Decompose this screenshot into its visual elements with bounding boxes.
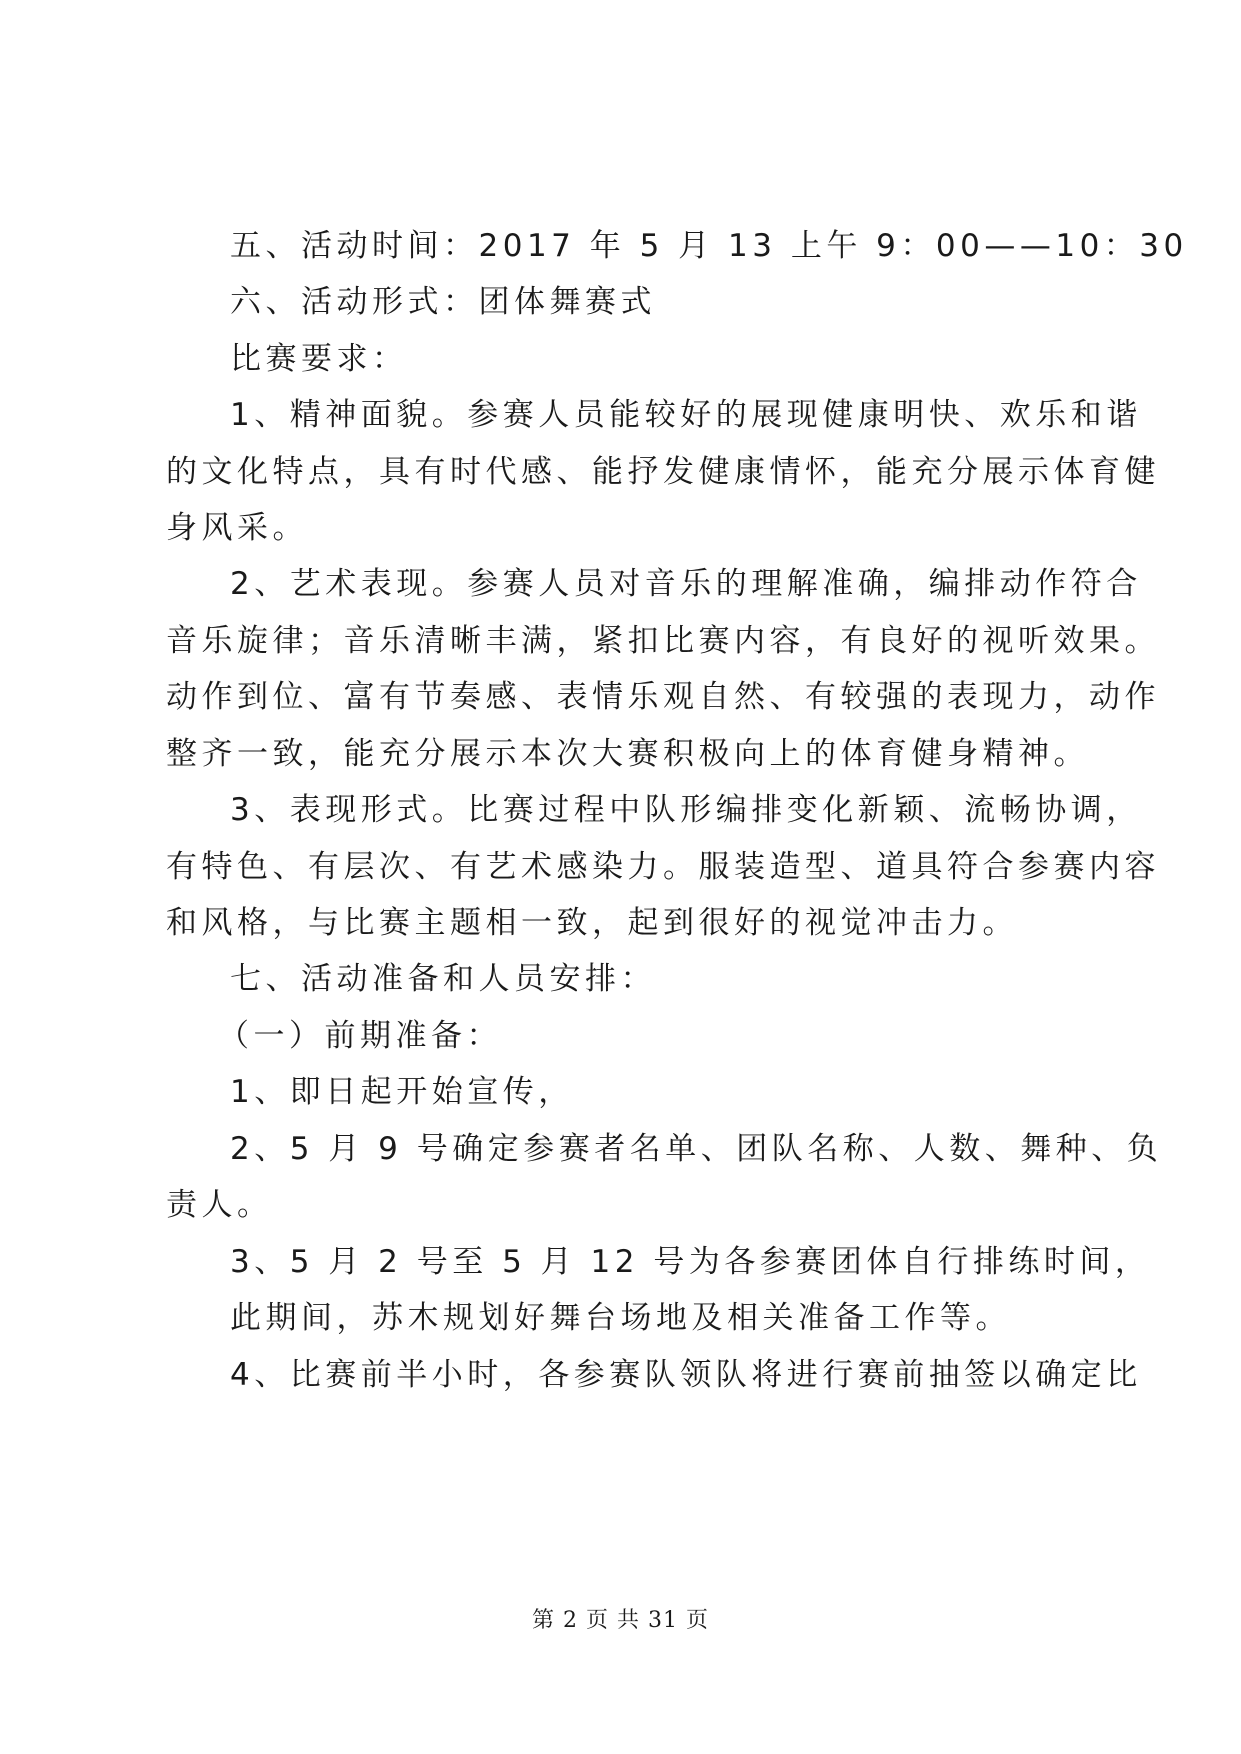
paragraph-line: 的文化特点，具有时代感、能抒发健康情怀，能充分展示体育健 <box>166 454 1160 490</box>
subheading-early-preparation: （一）前期准备： <box>218 1018 502 1054</box>
paragraph-line: 身风采。 <box>166 510 308 546</box>
section-heading-activity-time: 五、活动时间：2017 年 5 月 13 上午 9：00——10：30 <box>230 228 1188 264</box>
list-item-continuation: 此期间，苏木规划好舞台场地及相关准备工作等。 <box>230 1300 1011 1336</box>
list-item: 4、比赛前半小时，各参赛队领队将进行赛前抽签以确定比 <box>230 1357 1142 1393</box>
paragraph-line: 音乐旋律；音乐清晰丰满，紧扣比赛内容，有良好的视听效果。 <box>166 623 1160 659</box>
subheading-requirements: 比赛要求： <box>230 341 408 377</box>
paragraph-line: 3、表现形式。比赛过程中队形编排变化新颖、流畅协调， <box>230 792 1142 828</box>
paragraph-line: 有特色、有层次、有艺术感染力。服装造型、道具符合参赛内容 <box>166 849 1160 885</box>
section-heading-activity-form: 六、活动形式：团体舞赛式 <box>230 284 656 320</box>
paragraph-line: 和风格，与比赛主题相一致，起到很好的视觉冲击力。 <box>166 905 1018 941</box>
section-heading-preparation: 七、活动准备和人员安排： <box>230 961 656 997</box>
paragraph-line: 动作到位、富有节奏感、表情乐观自然、有较强的表现力，动作 <box>166 679 1160 715</box>
page-number-footer: 第 2 页 共 31 页 <box>532 1608 709 1633</box>
paragraph-line: 整齐一致，能充分展示本次大赛积极向上的体育健身精神。 <box>166 736 1089 772</box>
list-item: 1、即日起开始宣传， <box>230 1074 574 1110</box>
paragraph-line: 1、精神面貌。参赛人员能较好的展现健康明快、欢乐和谐 <box>230 397 1142 433</box>
list-item: 2、5 月 9 号确定参赛者名单、团队名称、人数、舞种、负 <box>230 1131 1163 1167</box>
paragraph-line: 2、艺术表现。参赛人员对音乐的理解准确，编排动作符合 <box>230 566 1142 602</box>
list-item: 3、5 月 2 号至 5 月 12 号为各参赛团体自行排练时间， <box>230 1244 1151 1280</box>
list-item-continuation: 责人。 <box>166 1187 273 1223</box>
